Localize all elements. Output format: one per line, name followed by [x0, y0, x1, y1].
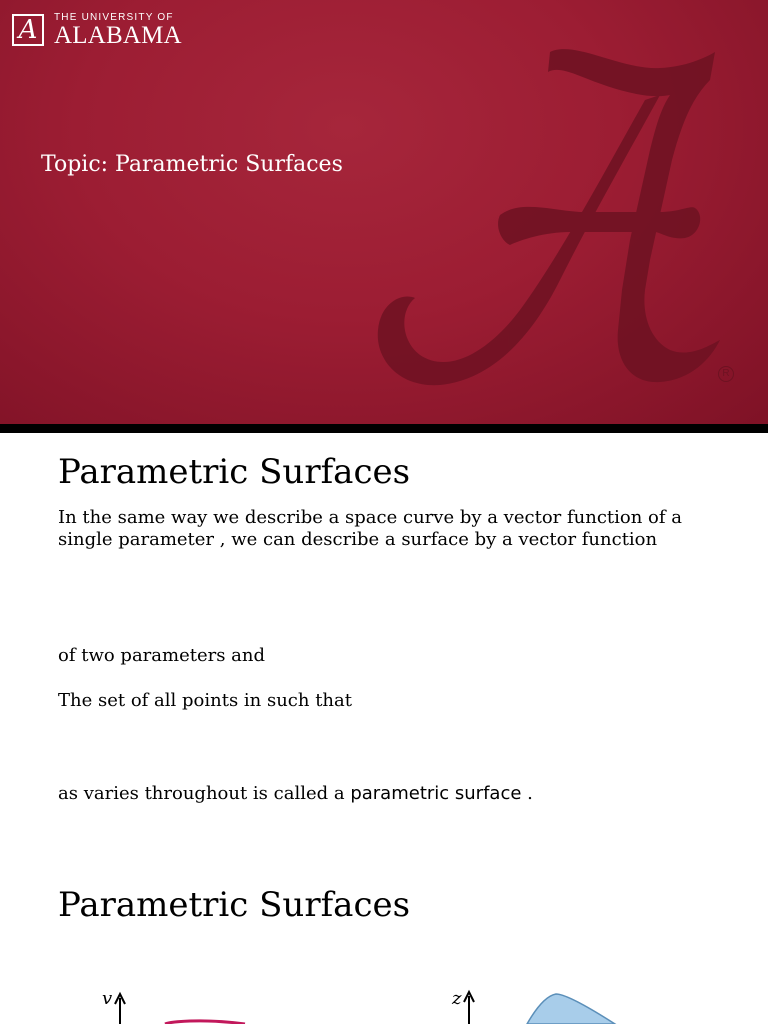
university-logo: [12, 12, 182, 48]
logo-line-1: THE UNIVERSITY OF: [54, 12, 174, 23]
parametric-surface-term: parametric surface: [350, 783, 522, 804]
slide2-paragraph-3: The set of all points in such that: [58, 690, 352, 711]
script-a-watermark: [360, 40, 740, 400]
parametric-surface-shape: [527, 994, 615, 1024]
v-axis-label: v: [102, 988, 113, 1009]
z-axis-label: z: [452, 988, 462, 1009]
registered-mark-icon: R: [718, 366, 734, 382]
parametric-surface-diagram: [0, 980, 768, 1024]
slide2-paragraph-4: [58, 783, 708, 805]
slide2-heading: Parametric Surfaces: [58, 452, 411, 492]
slide-divider: [0, 424, 768, 433]
logo-line-2: ALABAMA: [54, 22, 182, 49]
slide2-paragraph-2: of two parameters and: [58, 645, 266, 666]
title-slide: [0, 0, 768, 424]
script-a-emblem: A: [12, 14, 44, 46]
slide2-paragraph-1: In the same way we describe a space curve by a vector function of a single parameter , we can describe a surface by a vector function: [58, 507, 683, 550]
topic-title: Topic: Parametric Surfaces: [41, 152, 343, 177]
paragraph-4-prefix: as varies throughout is called a: [58, 783, 351, 804]
paragraph-4-suffix: .: [521, 783, 533, 804]
slide3-heading: Parametric Surfaces: [58, 885, 411, 925]
logo-wordmark: [54, 12, 182, 48]
